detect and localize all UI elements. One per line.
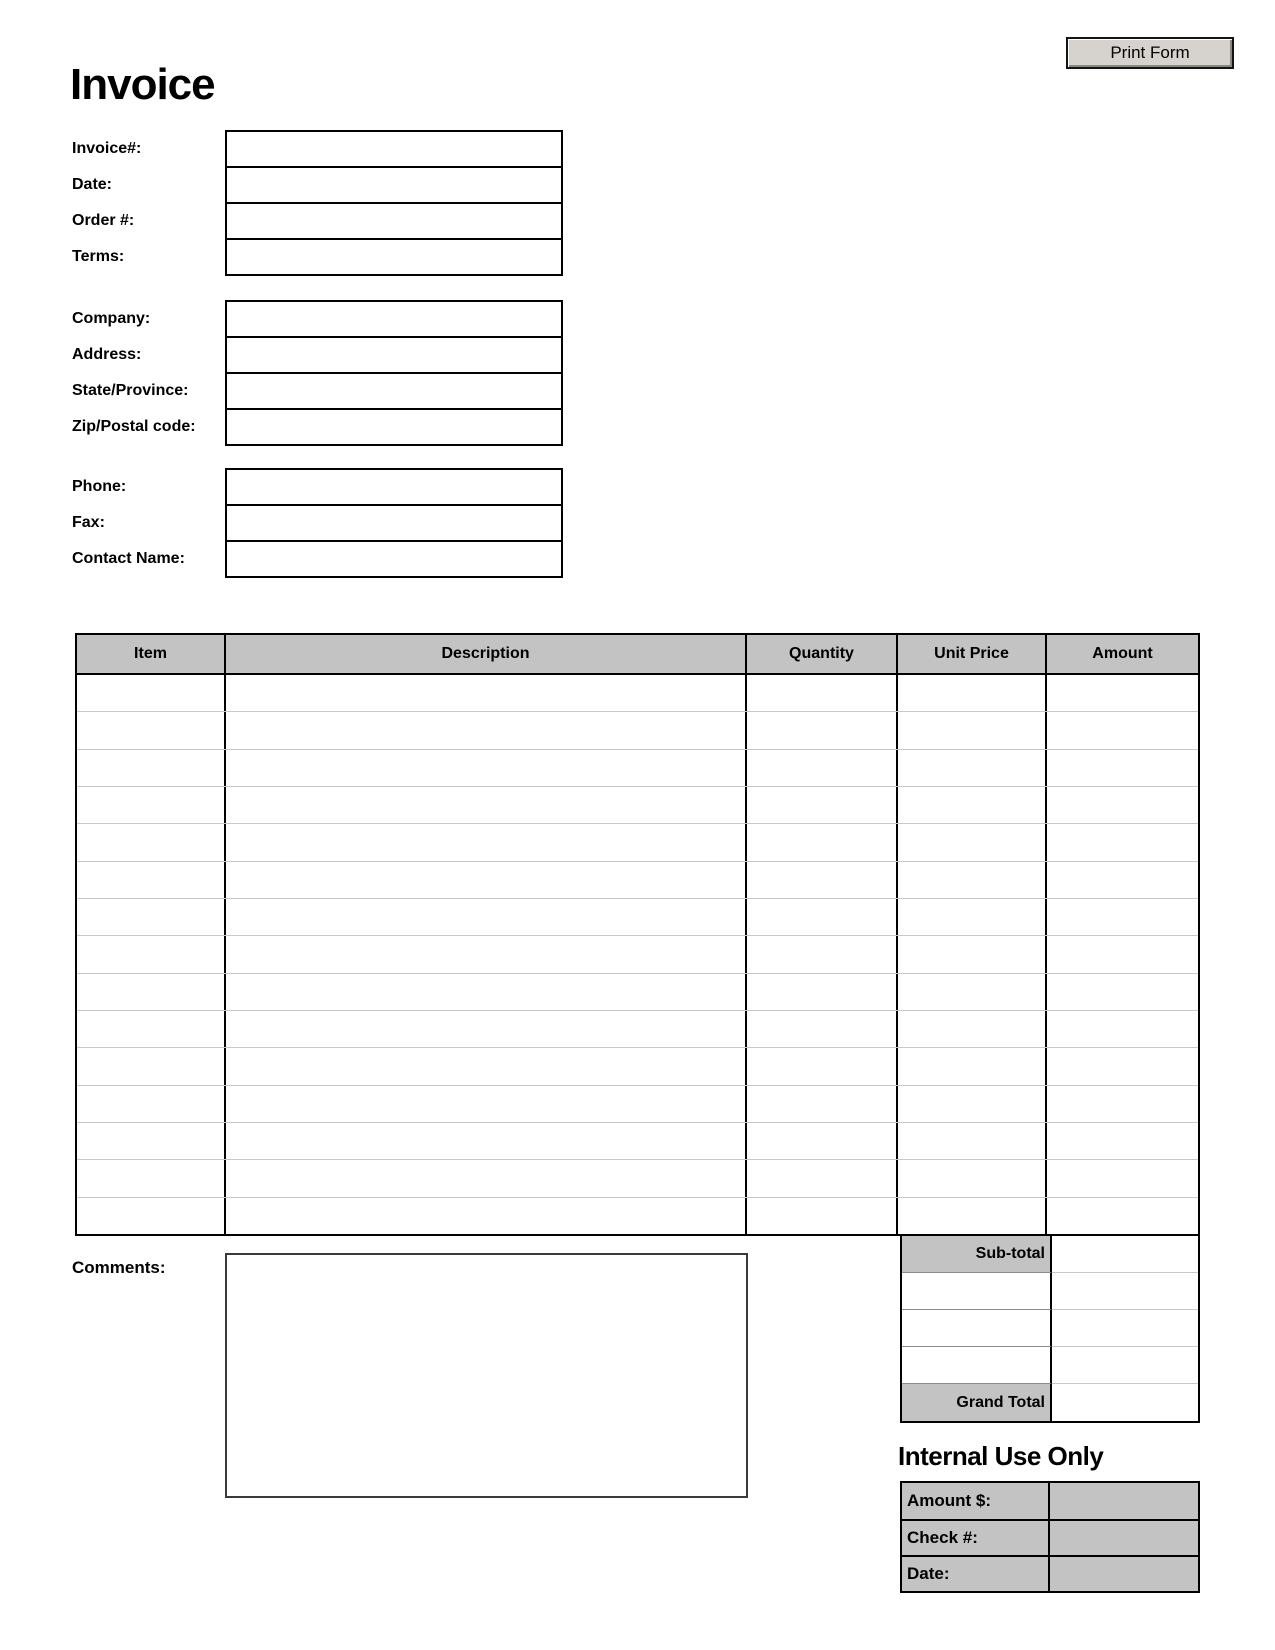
field-input-date[interactable] [225,166,563,204]
item-cell-quantity[interactable] [747,787,898,823]
items-row [77,1010,1198,1047]
item-cell-unit-price[interactable] [898,1011,1047,1047]
item-cell-item[interactable] [77,1160,226,1196]
totals-value-0[interactable] [1052,1236,1198,1273]
field-input-company[interactable] [225,300,563,338]
item-cell-unit-price[interactable] [898,1198,1047,1234]
header-cell-description: Description [226,635,747,673]
field-label-state-province: State/Province: [72,382,189,399]
item-cell-quantity[interactable] [747,1198,898,1234]
field-label-invoice-number: Invoice#: [72,140,142,157]
totals-row-3 [902,1347,1198,1384]
item-cell-item[interactable] [77,1048,226,1084]
item-cell-description[interactable] [226,1048,747,1084]
item-cell-item[interactable] [77,824,226,860]
totals-section [900,1236,1200,1423]
internal-label-amount: Amount $: [902,1483,1050,1519]
header-cell-unit-price: Unit Price [898,635,1047,673]
items-row [77,861,1198,898]
items-table-body [77,675,1198,1234]
item-cell-description[interactable] [226,899,747,935]
item-cell-description[interactable] [226,936,747,972]
field-label-date: Date: [72,176,113,193]
item-cell-amount[interactable] [1047,750,1198,786]
item-cell-description[interactable] [226,750,747,786]
item-cell-amount[interactable] [1047,1198,1198,1234]
internal-row-check-number [902,1519,1198,1555]
totals-value-2[interactable] [1052,1310,1198,1347]
item-cell-amount[interactable] [1047,1160,1198,1196]
items-row [77,1047,1198,1084]
item-cell-amount[interactable] [1047,1048,1198,1084]
item-cell-unit-price[interactable] [898,712,1047,748]
totals-label-grand-total: Grand Total [902,1384,1052,1421]
totals-label-sub-total: Sub-total [902,1236,1052,1273]
field-label-order-number: Order #: [72,212,135,229]
item-cell-unit-price[interactable] [898,824,1047,860]
field-row-state-province [72,372,563,410]
internal-value-amount[interactable] [1050,1483,1198,1519]
item-cell-unit-price[interactable] [898,974,1047,1010]
field-row-invoice-number [72,130,563,168]
item-cell-unit-price[interactable] [898,750,1047,786]
internal-label-date: Date: [902,1557,1050,1591]
item-cell-amount[interactable] [1047,712,1198,748]
item-cell-item[interactable] [77,936,226,972]
item-cell-amount[interactable] [1047,974,1198,1010]
item-cell-description[interactable] [226,974,747,1010]
field-label-terms: Terms: [72,248,125,265]
item-cell-unit-price[interactable] [898,1048,1047,1084]
item-cell-quantity[interactable] [747,862,898,898]
item-cell-quantity[interactable] [747,936,898,972]
item-cell-description[interactable] [226,787,747,823]
field-row-address [72,336,563,374]
field-label-contact-name: Contact Name: [72,550,185,567]
totals-value-1[interactable] [1052,1273,1198,1310]
item-cell-unit-price[interactable] [898,1160,1047,1196]
item-cell-quantity[interactable] [747,1011,898,1047]
item-cell-amount[interactable] [1047,1086,1198,1122]
field-label-zip-postal-code: Zip/Postal code: [72,418,196,435]
item-cell-item[interactable] [77,787,226,823]
item-cell-description[interactable] [226,1011,747,1047]
field-input-fax[interactable] [225,504,563,542]
item-cell-description[interactable] [226,862,747,898]
item-cell-quantity[interactable] [747,899,898,935]
item-cell-quantity[interactable] [747,974,898,1010]
item-cell-item[interactable] [77,1086,226,1122]
item-cell-amount[interactable] [1047,899,1198,935]
item-cell-item[interactable] [77,899,226,935]
totals-row-1 [902,1273,1198,1310]
item-cell-quantity[interactable] [747,1123,898,1159]
item-cell-item[interactable] [77,974,226,1010]
item-cell-item[interactable] [77,712,226,748]
items-row [77,1197,1198,1234]
item-cell-quantity[interactable] [747,750,898,786]
items-row [77,786,1198,823]
items-row [77,749,1198,786]
item-cell-unit-price[interactable] [898,936,1047,972]
field-label-address: Address: [72,346,142,363]
item-cell-description[interactable] [226,824,747,860]
internal-use-table [900,1481,1200,1593]
item-cell-quantity[interactable] [747,1086,898,1122]
field-row-order-number [72,202,563,240]
items-row [77,898,1198,935]
header-cell-item: Item [77,635,226,673]
items-table-header [77,635,1198,675]
totals-value-4[interactable] [1052,1384,1198,1421]
item-cell-description[interactable] [226,1123,747,1159]
items-row [77,973,1198,1010]
item-cell-unit-price[interactable] [898,862,1047,898]
item-cell-unit-price[interactable] [898,1123,1047,1159]
field-row-date [72,166,563,204]
totals-row-4 [902,1384,1198,1421]
item-cell-description[interactable] [226,1160,747,1196]
print-form-button[interactable]: Print Form [1066,37,1234,69]
item-cell-description[interactable] [226,1198,747,1234]
items-row [77,935,1198,972]
totals-row-0 [902,1236,1198,1273]
items-row [77,711,1198,748]
totals-label-empty [902,1310,1052,1347]
internal-label-check-number: Check #: [902,1521,1050,1555]
item-cell-description[interactable] [226,712,747,748]
item-cell-item[interactable] [77,1198,226,1234]
item-cell-description[interactable] [226,675,747,711]
field-input-zip-postal-code[interactable] [225,408,563,446]
item-cell-unit-price[interactable] [898,787,1047,823]
item-cell-quantity[interactable] [747,1048,898,1084]
totals-label-empty [902,1273,1052,1310]
totals-label-empty [902,1347,1052,1384]
field-input-address[interactable] [225,336,563,374]
field-row-contact-name [72,540,563,578]
field-row-terms [72,238,563,276]
field-label-phone: Phone: [72,478,127,495]
page-title: Invoice [70,60,215,109]
item-cell-amount[interactable] [1047,862,1198,898]
totals-value-3[interactable] [1052,1347,1198,1384]
comments-input[interactable] [225,1253,748,1498]
header-cell-quantity: Quantity [747,635,898,673]
item-cell-item[interactable] [77,750,226,786]
items-row [77,675,1198,711]
internal-row-date [902,1555,1198,1591]
item-cell-amount[interactable] [1047,824,1198,860]
comments-label: Comments: [72,1258,166,1277]
internal-value-check-number[interactable] [1050,1521,1198,1555]
items-table [75,633,1200,1236]
field-row-fax [72,504,563,542]
field-row-phone [72,468,563,506]
item-cell-amount[interactable] [1047,936,1198,972]
item-cell-unit-price[interactable] [898,1086,1047,1122]
item-cell-amount[interactable] [1047,787,1198,823]
items-row [77,823,1198,860]
field-row-company [72,300,563,338]
item-cell-amount[interactable] [1047,1123,1198,1159]
item-cell-quantity[interactable] [747,1160,898,1196]
item-cell-quantity[interactable] [747,675,898,711]
field-input-state-province[interactable] [225,372,563,410]
item-cell-quantity[interactable] [747,824,898,860]
item-cell-item[interactable] [77,862,226,898]
item-cell-item[interactable] [77,1123,226,1159]
items-row [77,1122,1198,1159]
internal-use-heading: Internal Use Only [898,1441,1104,1471]
field-input-contact-name[interactable] [225,540,563,578]
field-label-company: Company: [72,310,151,327]
item-cell-quantity[interactable] [747,712,898,748]
item-cell-amount[interactable] [1047,1011,1198,1047]
contact-info-fields [72,468,563,578]
item-cell-item[interactable] [77,1011,226,1047]
item-cell-amount[interactable] [1047,675,1198,711]
field-label-fax: Fax: [72,514,105,531]
field-input-phone[interactable] [225,468,563,506]
internal-value-date[interactable] [1050,1557,1198,1591]
item-cell-item[interactable] [77,675,226,711]
company-info-fields [72,300,563,446]
items-row [77,1085,1198,1122]
totals-row-2 [902,1310,1198,1347]
items-row [77,1159,1198,1196]
item-cell-unit-price[interactable] [898,899,1047,935]
item-cell-unit-price[interactable] [898,675,1047,711]
item-cell-description[interactable] [226,1086,747,1122]
field-input-invoice-number[interactable] [225,130,563,168]
internal-row-amount [902,1483,1198,1519]
invoice-info-fields [72,130,563,276]
field-row-zip-postal-code [72,408,563,446]
header-cell-amount: Amount [1092,645,1153,662]
field-input-order-number[interactable] [225,202,563,240]
field-input-terms[interactable] [225,238,563,276]
